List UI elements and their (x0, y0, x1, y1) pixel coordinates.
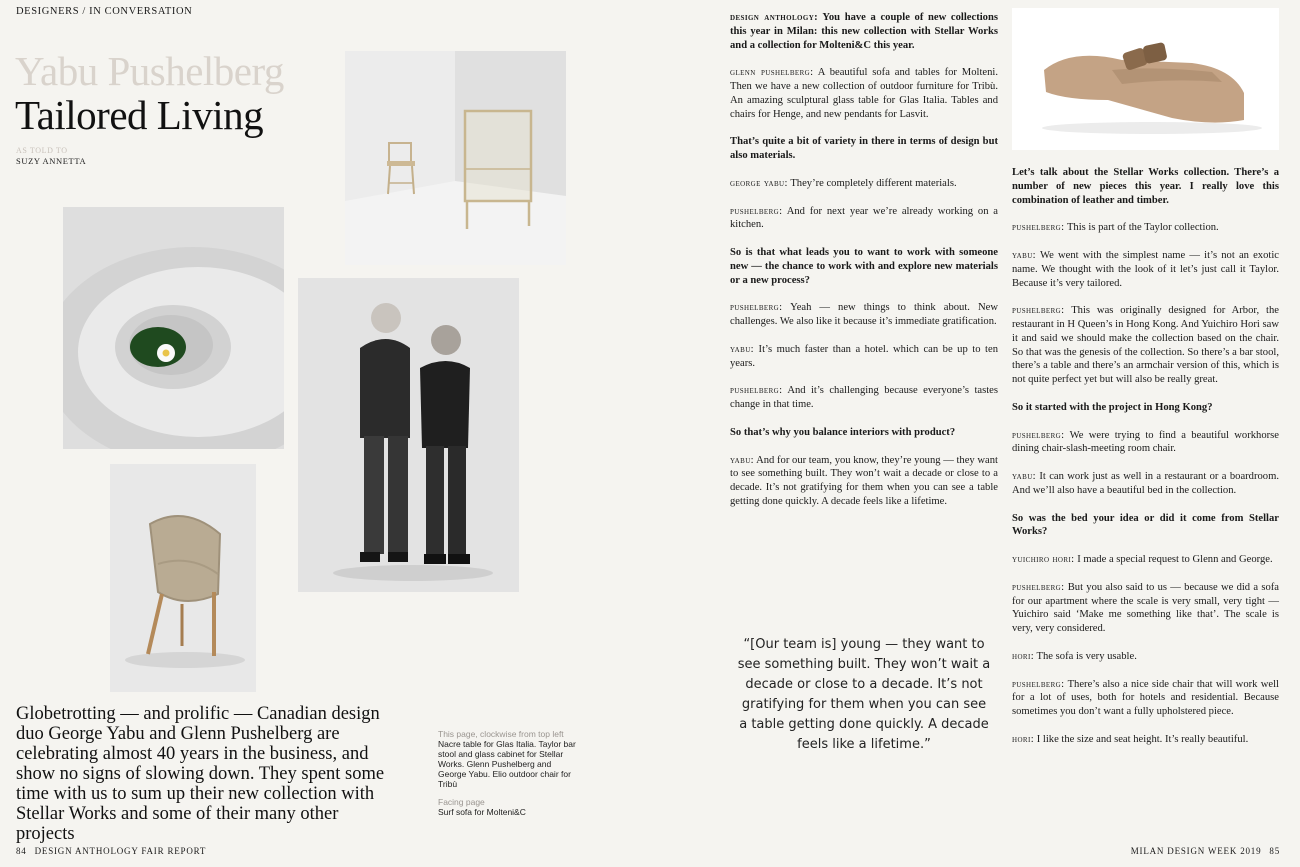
paragraph-text: I made a special request to Glenn and George. (1077, 554, 1273, 565)
interview-answer (1012, 429, 1279, 457)
article-headline: Tailored Living (15, 92, 264, 138)
interview-answer (730, 205, 998, 233)
paragraph-text: The sofa is very usable. (1036, 650, 1137, 662)
caption-heading-facing-page: Facing page (438, 797, 485, 807)
interview-answer (1012, 581, 1279, 636)
interview-answer (1012, 650, 1279, 664)
interview-answer (1012, 733, 1279, 747)
interview-question (1012, 401, 1279, 415)
speaker-label: pushelberg: (730, 302, 783, 314)
interview-answer (730, 177, 998, 191)
paragraph-text: It’s much faster than a hotel. which can be up to ten years. (730, 343, 998, 369)
photo-elio-outdoor-chair (110, 464, 256, 692)
page-number-left: 84 (16, 846, 27, 856)
as-told-to-label: AS TOLD TO (16, 146, 68, 155)
interview-question (730, 135, 998, 163)
interview-column-2 (1012, 166, 1279, 761)
speaker-label: hori: (1012, 733, 1035, 745)
pull-quote: “[Our team is] young — they want to see something built. They won’t wait a decade or close to a decade. It’s not gratifying for them when you can see a table getting done quickly. A decade feels like a lifetime.” (737, 637, 991, 752)
paragraph-text: You have a couple of new collections this year in Milan: this new collection with Stellar Works and a collection for Molteni&C this year. (730, 12, 998, 51)
paragraph-text: We were trying to find a beautiful workhorse dining chair-slash-meeting room chair. (1012, 429, 1279, 455)
paragraph-text: So that’s why you balance interiors with product? (730, 426, 956, 438)
speaker-label: design anthology: (730, 12, 819, 23)
photo-glenn-pushelberg-and-george-yabu (298, 278, 519, 592)
speaker-label: pushelberg: (1012, 429, 1065, 441)
speaker-label: pushelberg: (1012, 581, 1065, 593)
author-name: SUZY ANNETTA (16, 156, 87, 166)
caption-text-this-page: Nacre table for Glas Italia. Taylor bar stool and glass cabinet for Stellar Works. Glenn Pushelberg and George Yabu. Elio outdoor chair for Tribù (438, 739, 576, 789)
photo-surf-sofa (1012, 8, 1279, 150)
paragraph-text: That’s quite a bit of variety in there in terms of design but also materials. (730, 136, 998, 161)
paragraph-text: A beautiful sofa and tables for Molteni. Then we have a new collection of outdoor furniture for Tribù. An amazing sculptural glass table for Glas Italia. Tables and chairs for Henge, and new pendants for Lasvit. (730, 67, 998, 120)
interview-answer (1012, 221, 1279, 235)
paragraph-text: It can work just as well in a restaurant or a boardroom. And we’ll also have a beautiful bed in the collection. (1012, 471, 1279, 496)
speaker-label: glenn pushelberg: (730, 67, 814, 79)
speaker-label: yabu: (1012, 250, 1037, 261)
paragraph-text: I like the size and seat height. It’s really beautiful. (1036, 733, 1249, 745)
paragraph-text: Let’s talk about the Stellar Works collection. There’s a number of new pieces this year. I really love this combination of leather and timber. (1012, 167, 1279, 206)
speaker-label: pushelberg: (1012, 305, 1065, 317)
speaker-label: pushelberg: (1012, 678, 1065, 690)
paragraph-text: Yeah — new things to think about. New challenges. We also like it because it’s immediate gratification. (730, 302, 998, 327)
speaker-label: yabu: (730, 343, 755, 355)
paragraph-text: And for our team, you know, they’re young — they want to see something built. They won’t wait a decade or close to a decade. It’s not gratifying for them when you can see a table getting done quickly. A decade feels like a lifetime. (730, 454, 998, 507)
speaker-label: pushelberg: (1012, 222, 1065, 234)
photo-nacre-glass-table (63, 207, 284, 449)
interview-answer (1012, 249, 1279, 290)
paragraph-text: So is that what leads you to want to work with someone new — the chance to work with and explore new materials or a new process? (730, 247, 998, 286)
paragraph-text: But you also said to us — because we did a sofa for our apartment where the scale is very small, very tight — Yuichiro said ‘Make me something like that’. The scale is very, very considered. (1012, 581, 1279, 634)
paragraph-text: And for next year we’re already working on a kitchen. (730, 205, 998, 231)
section-label: DESIGNERS / IN CONVERSATION (16, 6, 193, 17)
interview-answer (730, 66, 998, 121)
photo-caption (438, 729, 578, 817)
section-name: MILAN DESIGN WEEK 2019 (1130, 846, 1262, 856)
paragraph-text: They’re completely different materials. (790, 177, 957, 189)
speaker-label: yabu: (1012, 471, 1037, 482)
speaker-label: yuichiro hori: (1012, 554, 1075, 565)
interview-question (1012, 166, 1279, 207)
paragraph-text: There’s also a nice side chair that will work well for a lot of uses, both for hotels and residential. Because sometimes you don’t want a fully upholstered piece. (1012, 678, 1279, 717)
speaker-label: hori: (1012, 650, 1035, 662)
paragraph-text: This is part of the Taylor collection. (1066, 222, 1219, 234)
interview-answer (1012, 470, 1279, 498)
paragraph-text: And it’s challenging because everyone’s tastes change in that time. (730, 385, 998, 410)
interview-answer (1012, 553, 1279, 567)
interview-column-1 (730, 11, 998, 523)
interview-question (730, 11, 998, 52)
speaker-label: pushelberg: (730, 385, 783, 397)
interview-answer (730, 454, 998, 509)
paragraph-text: This was originally designed for Arbor, the restaurant in H Queen’s in Hong Kong. And Yuichiro Hori saw it and said we should make the collection based on the chair. So that was the genesis of the collection. So there’s a bar stool, there’s a table and there’s an armchair version of this, which is not quite perfect yet but will also be really great. (1012, 305, 1279, 385)
caption-text-facing-page: Surf sofa for Molteni&C (438, 807, 526, 817)
interview-answer (730, 384, 998, 412)
interview-answer (1012, 304, 1279, 387)
interview-question (730, 426, 998, 440)
footer-left-folio (16, 846, 206, 856)
speaker-label: george yabu: (730, 177, 788, 189)
speaker-label: pushelberg: (730, 205, 783, 217)
interview-question (1012, 512, 1279, 540)
paragraph-text: So it started with the project in Hong Kong? (1012, 401, 1213, 413)
speaker-label: yabu: (730, 454, 755, 466)
interview-answer (1012, 678, 1279, 719)
interview-question (730, 246, 998, 287)
publication-name: DESIGN ANTHOLOGY FAIR REPORT (34, 846, 207, 856)
designer-names-title: Yabu Pushelberg (15, 48, 284, 94)
photo-bar-stool-and-cabinet (345, 51, 566, 265)
paragraph-text: So was the bed your idea or did it come from Stellar Works? (1012, 512, 1279, 538)
caption-heading-this-page: This page, clockwise from top left (438, 729, 564, 739)
page-number-right: 85 (1269, 846, 1280, 856)
interview-answer (730, 301, 998, 329)
paragraph-text: We went with the simplest name — it’s not an exotic name. We thought with the look of it let’s just call it Taylor. Because it’s very tailored. (1012, 250, 1279, 289)
interview-answer (730, 343, 998, 371)
footer-right-folio (1131, 846, 1280, 856)
intro-paragraph: Globetrotting — and prolific — Canadian design duo George Yabu and Glenn Pushelberg are celebrating almost 40 years in the business, and show no signs of slowing down. They spent some time with us to sum up their new collection with Stellar Works and some of their many other projects (16, 704, 385, 844)
